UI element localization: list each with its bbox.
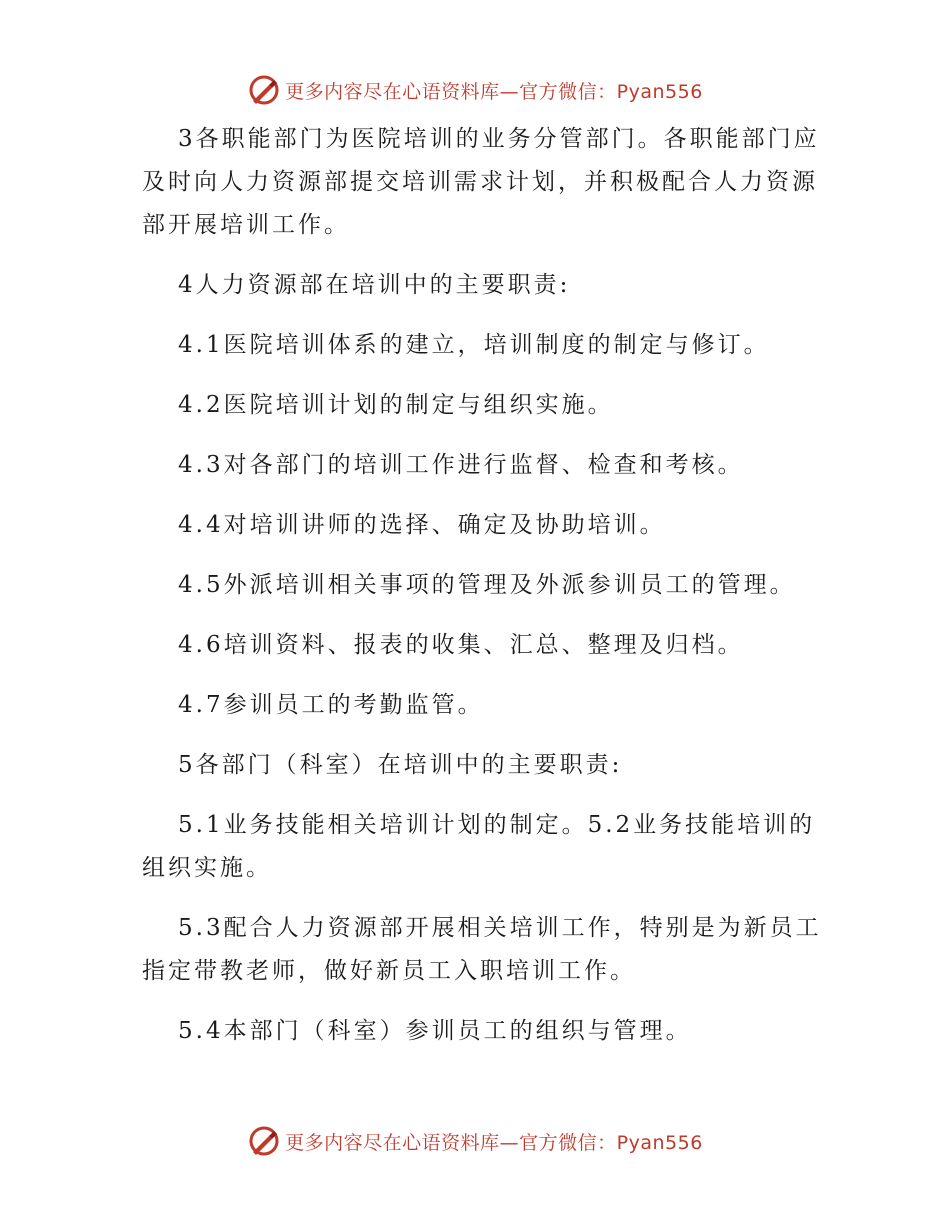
footer-banner-text: 更多内容尽在心语资料库—官方微信：Pyan556 [285, 1131, 703, 1154]
pen-logo-icon [247, 1124, 281, 1158]
pen-logo-icon [247, 73, 281, 107]
paragraph-5-4: 5.4本部门（科室）参训员工的组织与管理。 [178, 1018, 692, 1044]
paragraph-4-2: 4.2医院培训计划的制定与组织实施。 [178, 392, 614, 418]
paragraph-5-1: 5.1业务技能相关培训计划的制定。5.2业务技能培训的组织实施。 [142, 812, 816, 881]
paragraph-4-3: 4.3对各部门的培训工作进行监督、检查和考核。 [178, 452, 744, 478]
header-banner-text: 更多内容尽在心语资料库—官方微信：Pyan556 [285, 80, 703, 103]
document-body [142, 118, 822, 1053]
paragraph-4: 4人力资源部在培训中的主要职责: [178, 272, 571, 298]
paragraph-4-5: 4.5外派培训相关事项的管理及外派参训员工的管理。 [178, 572, 796, 598]
paragraph-4-7: 4.7参训员工的考勤监管。 [178, 692, 484, 718]
paragraph-4-6: 4.6培训资料、报表的收集、汇总、整理及归档。 [178, 632, 744, 658]
paragraph-4-4: 4.4对培训讲师的选择、确定及协助培训。 [178, 512, 666, 538]
paragraph-5: 5各部门（科室）在培训中的主要职责: [178, 752, 623, 778]
header-banner [0, 70, 950, 110]
footer-banner [0, 1121, 950, 1161]
paragraph-4-1: 4.1医院培训体系的建立，培训制度的制定与修订。 [178, 332, 770, 358]
paragraph-3: 3各职能部门为医院培训的业务分管部门。各职能部门应及时向人力资源部提交培训需求计划，并积极配合人力资源部开展培训工作。 [142, 126, 820, 238]
paragraph-5-3: 5.3配合人力资源部开展相关培训工作，特别是为新员工指定带教老师，做好新员工入职培训工作。 [142, 915, 822, 984]
